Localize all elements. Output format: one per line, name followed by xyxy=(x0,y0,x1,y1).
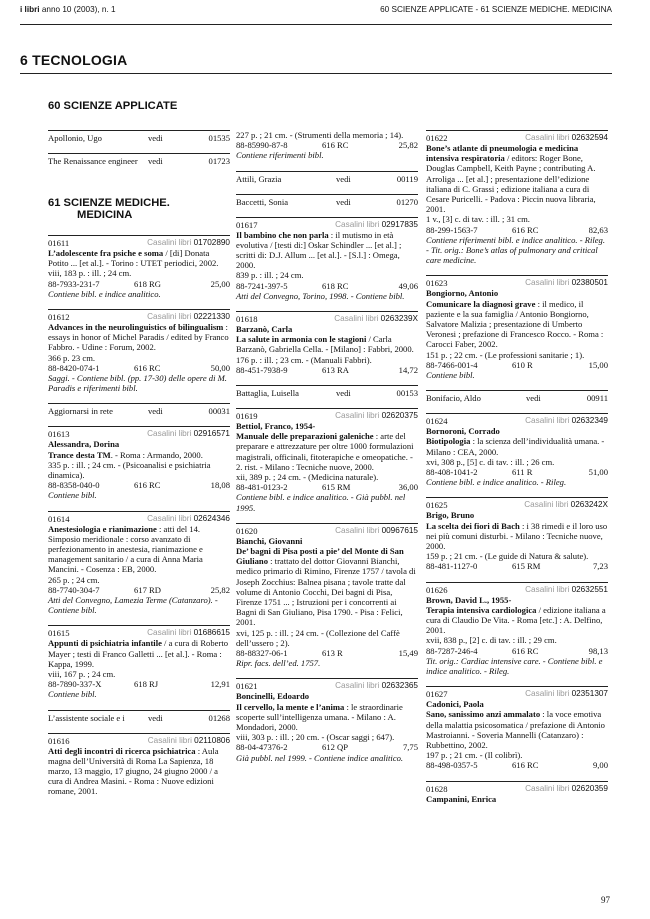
section-heading: 6 TECNOLOGIA xyxy=(20,52,128,68)
column-3 xyxy=(426,130,608,814)
catalog-entry: 01613 Casalini libri 02916571 Alessandra, Dorina Trance desta TM. - Roma : Armando, 2000. 335 p. : ill. ; 24 cm. - (Psicoanalisi e psichiatria dinamica). 88-8358-040-0 616 RC 18,08 Contiene bibl. xyxy=(48,426,230,500)
section-rule xyxy=(20,73,612,74)
cross-reference: Bonifacio, Aldo vedi 00911 xyxy=(426,390,608,404)
subsection-61-heading: 61 SCIENZE MEDICHE. MEDICINA xyxy=(48,197,170,221)
catalog-entry: 01628 Casalini libri 02620359 Campanini, Enrica xyxy=(426,781,608,804)
catalog-entry: 01612 Casalini libri 02221330 Advances in the neurolinguistics of bilingualism : essays in honor of Michel Paradis / edited by Franco Fabbro. - Udine : Forum, 2002. 366 p. 23 cm. 88-8420-074-1 616 RC 50,00 Saggi. - Contiene bibl. (pp. 17-30) delle opere di M. Paradis e riferimenti bibl. xyxy=(48,309,230,393)
catalog-entry: 01611 Casalini libri 01702890 L’adolescente fra psiche e soma / [di] Donata Potito ... [et al.]. - Torino : UTET periodici, 2002. viii, 183 p. : ill. ; 24 cm. 88-7933-231-7 618 RG 25,00 Contiene bibl. e indice analitico. xyxy=(48,235,230,299)
journal-issue: i libri anno 10 (2003), n. 1 xyxy=(20,5,116,14)
catalog-entry: 01619 Casalini libri 02620375 Bettiol, Franco, 1954- Manuale delle preparazioni galeniche : arte del preparare e attrezzature per oltre 1000 formulazioni magistrali, officinali, fitoterapiche e omeopatiche. - 2. rist. - Milano : Tecniche nuove, 2000. xii, 389 p. ; 24 cm. - (Medicina naturale). 88-481-0123-2 615 RM 36,00 Contiene bibl. e indice analitico. - Già pubbl. nel 1995. xyxy=(236,408,418,513)
cross-reference: Battaglia, Luisella vedi 00153 xyxy=(236,385,418,399)
catalog-entry: 01624 Casalini libri 02632349 Bornoroni, Corrado Biotipologia : la scienza dell’individualità umana. - Milano : CEA, 2000. xvi, 308 p., [5] c. di tav. : ill. ; 26 cm. 88-408-1041-2 611 R 51,00 Contiene bibl. e indice analitico. - Rileg. xyxy=(426,413,608,487)
column-1 xyxy=(48,130,230,807)
catalog-entry: 01617 Casalini libri 02917835 Il bambino che non parla : il mutismo in età evolutiva / [testi di:] Oskar Schindler ... [et al.] ; scritti di: D.J. Allum ... [et al.]. - [S.l.] : Omega, 2000. 839 p. : ill. ; 24 cm. 88-7241-397-5 618 RC 49,06 Atti del Convegno, Torino, 1998. - Contiene bibl. xyxy=(236,217,418,301)
catalog-entry: 01615 Casalini libri 01686615 Appunti di psichiatria infantile / a cura di Roberto Mayer ; testi di Franco Galletti ... [et al.]. - Roma : Kappa, 1999. viii, 167 p. ; 24 cm. 88-7890-337-X 618 RJ 12,91 Contiene bibl. xyxy=(48,625,230,699)
cross-reference: Aggiornarsi in rete vedi 00031 xyxy=(48,403,230,417)
cross-reference: L’assistente sociale e i vedi 01268 xyxy=(48,710,230,724)
catalog-entry: 01622 Casalini libri 02632594 Bone’s atlante di pneumologia e medicina intensiva respiratoria / editors: Roger Bone, Douglas Campbell, Keith Payne ; contributing A. Arroliga ... [et al.] ; presentazione dell’edizione italiana di C. Grassi ; edizione italiana a cura di Cesare Puricelli. - Padova : Piccin nuova libraria, 2001. 1 v., [3] c. di tav. : ill. ; 31 cm. 88-299-1563-7 616 RC 82,63 Contiene riferimenti bibl. e indice analitico. - Rileg. - Tit. orig.: Bone’s atlas of pulmonary and critical care medicine. xyxy=(426,130,608,265)
catalog-entry: 01623 Casalini libri 02380501 Bongiorno, Antonio Comunicare la diagnosi grave : il medico, il paziente e la sua famiglia / Antonio Bongiorno, Salvatore Malizia ; presentazione di Umberto Veronesi ; prefazione di Francesco Rocco. - Roma : Carocci Faber, 2002. 151 p. ; 22 cm. - (Le professioni sanitarie ; 1). 88-7466-001-4 610 R 15,00 Contiene bibl. xyxy=(426,275,608,380)
catalog-entry: 01621 Casalini libri 02632365 Boncinelli, Edoardo Il cervello, la mente e l’anima : le straordinarie scoperte sull’intelligenza umana. - Milano : A. Mondadori, 2000. viii, 303 p. : ill. ; 20 cm. - (Oscar saggi ; 647). 88-04-47376-2 612 QP 7,75 Già pubbl. nel 1999. - Contiene indice analitico. xyxy=(236,678,418,762)
catalog-entry: 01627 Casalini libri 02351307 Cadonici, Paola Sano, sanissimo anzi ammalato : la voce emotiva della malattia psicosomatica / prefazione di Antonio Mastroianni. - Soveria Mannelli (Catanzaro) : Rubbettino, 2002. 197 p. ; 21 cm. - (Il colibrì). 88-498-0357-5 616 RC 9,00 xyxy=(426,686,608,770)
catalog-entry: 01626 Casalini libri 02632551 Brown, David L., 1955- Terapia intensiva cardiologica / edizione italiana a cura di Claudio De Vita. - Roma [etc.] : A. Delfino, 2001. xvii, 838 p., [2] c. di tav. : ill. ; 29 cm. 88-7287-246-4 616 RC 98,13 Tit. orig.: Cardiac intensive care. - Contiene bibl. e indice analitico. - Rileg. xyxy=(426,582,608,677)
cross-reference: Attili, Grazia vedi 00119 xyxy=(236,171,418,185)
running-header xyxy=(20,5,612,19)
subsection-60-heading: 60 SCIENZE APPLICATE xyxy=(48,100,178,112)
catalog-entry: 01618 Casalini libri 0263239X Barzanò, Carla La salute in armonia con le stagioni / Carla Barzanò, Gabriella Cella. - [Milano] : Fabbri, 2000. 176 p. : ill. ; 23 cm. - (Manuali Fabbri). 88-451-7938-9 613 RA 14,72 xyxy=(236,311,418,375)
catalog-entry-continued: 227 p. ; 21 cm. - (Strumenti della memoria ; 14). 88-85990-87-8 616 RC 25,82 Contiene riferimenti bibl. xyxy=(236,130,418,161)
cross-reference: The Renaissance engineer vedi 01723 xyxy=(48,153,230,167)
cross-reference: Apollonio, Ugo vedi 01535 xyxy=(48,130,230,144)
header-rule xyxy=(20,24,612,25)
page-number: 97 xyxy=(601,895,610,905)
catalog-entry: 01620 Casalini libri 00967615 Bianchi, Giovanni De’ bagni di Pisa posti a pie’ del Monte di San Giuliano : trattato del dottor Giovanni Bianchi, medico primario di Rimino, Firenze 1757 / tavola di Joseph Zocchius: Balnea pisana ; tavole tratte dal volume di Antonio Cocchi, Dei bagni di Pisa, Firenze 1751 ... ; Istruzioni per i concorrenti ai Bagni di San Giuliano, Pisa 1790. - Pisa : Felici, 2001. xvi, 125 p. : ill. ; 24 cm. - (Collezione del Caffè dell’ussero ; 2). 88-88327-06-1 613 R 15,49 Ripr. facs. dell’ed. 1757. xyxy=(236,523,418,669)
catalog-entry: 01616 Casalini libri 02110806 Atti degli incontri di ricerca psichiatrica : Aula magna dell’Università di Roma La Sapienza, 18 marzo, 13 maggio, 17 giugno, 24 giugno 2000 / a cura di Andrea Masini. - Roma : Nuove edizioni romane, 2001. xyxy=(48,733,230,797)
section-range: 60 SCIENZE APPLICATE - 61 SCIENZE MEDICHE. MEDICINA xyxy=(380,5,612,14)
column-2 xyxy=(236,130,418,773)
catalog-entry: 01625 Casalini libri 0263242X Brigo, Bruno La scelta dei fiori di Bach : i 38 rimedi e il loro uso nei più comuni disturbi. - Milano : Tecniche nuove, 2000. 159 p. ; 21 cm. - (Le guide di Natura & salute). 88-481-1127-0 615 RM 7,23 xyxy=(426,497,608,571)
catalog-entry: 01614 Casalini libri 02624346 Anestesiologia e rianimazione : atti del 14. Simposio meridionale : corso avanzato di perfezionamento in anestesia, rianimazione e management sanitario / a cura di Anna Maria Mancini. - Cosenza : EB, 2000. 265 p. ; 24 cm. 88-7740-304-7 617 RD 25,82 Atti del Convegno, Lamezia Terme (Catanzaro). - Contiene bibl. xyxy=(48,511,230,616)
cross-reference: Baccetti, Sonia vedi 01270 xyxy=(236,194,418,208)
